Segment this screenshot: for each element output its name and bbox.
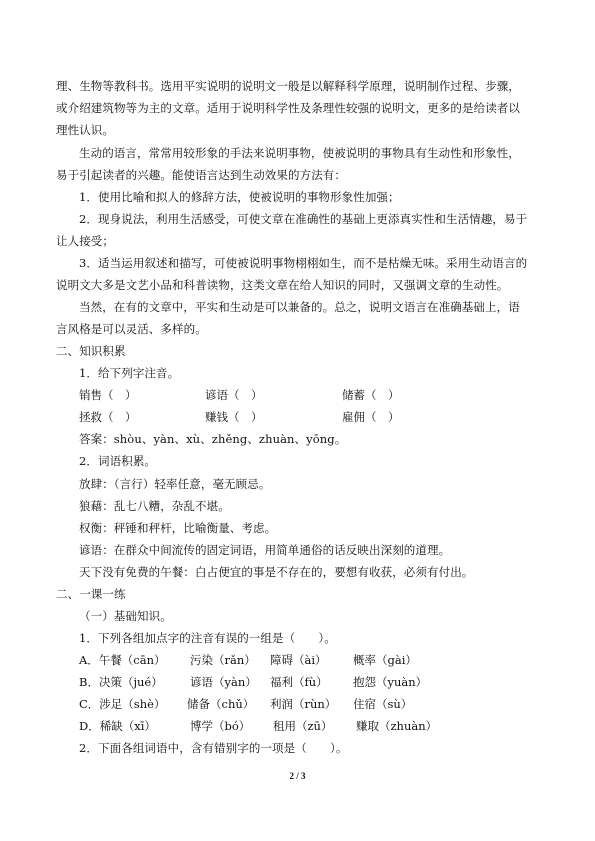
paragraph-line: 当然，在有的文章中，平实和生动是可以兼备的。总之，说明文语言在准确基础上，语 [79,300,520,314]
pinyin-item: 赚钱（ ） [205,410,263,424]
vocab-entry: 放肆：（言行）轻率任意，毫无顾忌。 [79,477,271,491]
option-item: 赚取（zhuàn） [356,719,438,733]
method-item: 说明文大多是文艺小品和科普读物，这类文章在给人知识的同时，又强调文章的生动性。 [56,278,509,292]
method-item: 2．现身说法，利用生活感受，可使文章在准确性的基础上更添真实性和生活情趣，易于 [79,212,528,226]
question: 1．下列各组加点字的注音有误的一组是（ ）。 [79,631,336,645]
paragraph-line: 易于引起读者的兴趣。能使语言达到生动效果的方法有： [56,168,346,182]
method-item: 1．使用比喻和拟人的修辞方法，使被说明的事物形象性加强； [79,190,400,204]
method-item: 让人接受； [56,234,114,248]
option-item: D．稀缺（xī） [79,719,156,733]
option-item: 概率（gài） [353,653,417,667]
option-item: 储备（chǔ） [187,697,255,711]
section-heading: 二、知识积累 [56,344,126,358]
pinyin-item: 雇佣（ ） [342,410,400,424]
option-item: 谚语（yàn） [190,675,257,689]
question: 2．下面各组词语中，含有错别字的一项是（ ）。 [79,741,348,755]
option-item: 租用（zū） [273,719,333,733]
vocab-entry: 天下没有免费的午餐：白占便宜的事是不存在的，要想有收获，必须有付出。 [79,565,474,579]
subsection-heading: （一）基础知识。 [79,609,172,623]
page-number: 2 / 3 [289,771,306,781]
option-item: 住宿（sù） [353,697,413,711]
method-item: 3．适当运用叙述和描写，可使被说明事物栩栩如生，而不是枯燥无味。采用生动语言的 [79,256,528,270]
pinyin-item: 谚语（ ） [205,388,263,402]
paragraph-line: 理性认识。 [56,123,114,137]
question: 1．给下列字注音。 [79,366,180,380]
option-item: B．决策（jué） [79,675,163,689]
vocab-entry: 谚语：在群众中间流传的固定词语，用简单通俗的话反映出深刻的道理。 [79,543,451,557]
option-item: C．涉足（shè） [79,697,166,711]
pinyin-item: 拯救（ ） [79,410,137,424]
question: 2．词语积累。 [79,454,157,468]
paragraph-line: 或介绍建筑物等为主的文章。适用于说明科学性及条理性较强的说明文，更多的是给读者以 [56,101,520,115]
vocab-entry: 权衡：秤锤和秤杆，比喻衡量、考虑。 [79,521,277,535]
pinyin-item: 储蓄（ ） [342,388,400,402]
option-item: 博学（bó） [190,719,251,733]
option-item: 污染（rǎn） [190,653,256,667]
vocab-entry: 狼藉：乱七八糟，杂乱不堪。 [79,499,230,513]
option-item: 抱怨（yuàn） [353,675,428,689]
option-item: A．午餐（cān） [79,653,166,667]
answer-line: 答案：shòu、yàn、xù、zhěng、zhuàn、yōng。 [79,432,347,446]
paragraph-line: 生动的语言，常常用较形象的手法来说明事物，使被说明的事物具有生动性和形象性， [79,146,520,160]
paragraph-line: 言风格是可以灵活、多样的。 [56,322,207,336]
pinyin-item: 销售（ ） [79,388,137,402]
option-item: 障碍（ài） [270,653,327,667]
option-item: 福利（fù） [270,675,328,689]
paragraph-line: 理、生物等教科书。选用平实说明的说明文一般是以解释科学原理，说明制作过程、步骤， [56,79,520,93]
option-item: 利润（rùn） [270,697,337,711]
section-heading: 二、一课一练 [56,587,126,601]
